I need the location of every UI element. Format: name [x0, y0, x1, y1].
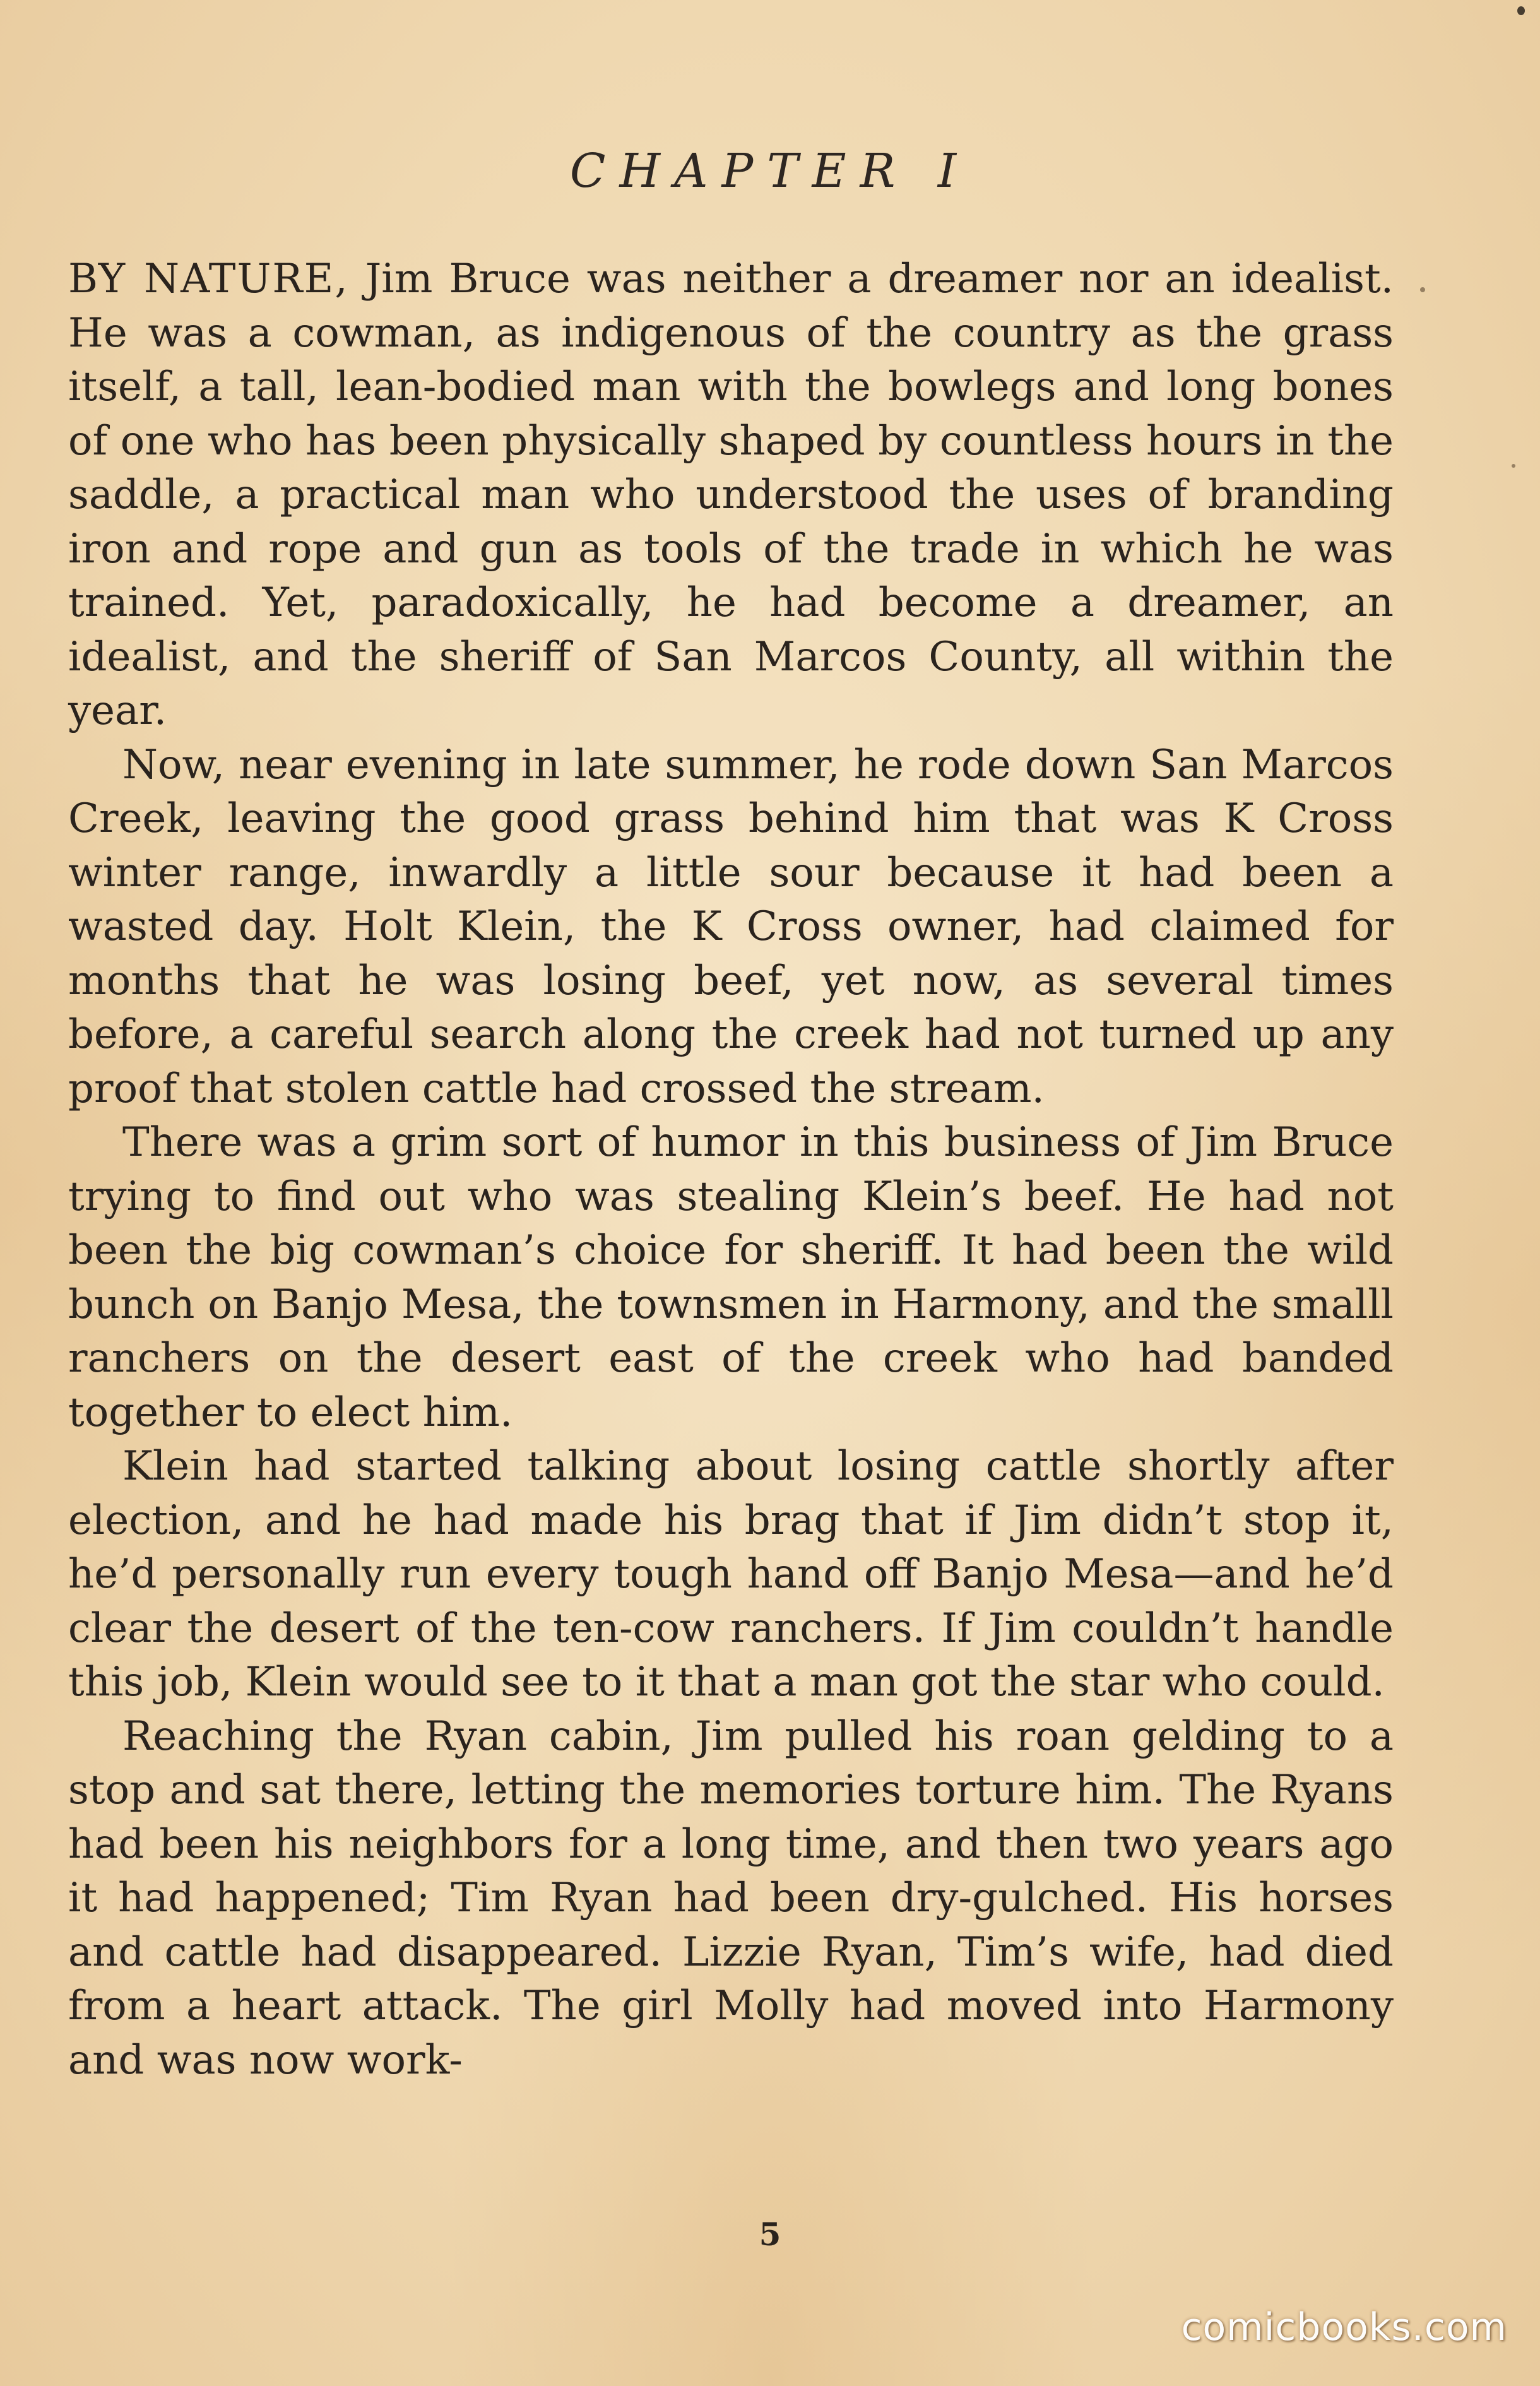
paragraph-1 — [68, 252, 1394, 739]
paragraph-lead-in: BY NATURE, — [68, 256, 349, 302]
page-number: 5 — [759, 2216, 781, 2253]
paper-speck — [1420, 287, 1425, 292]
paragraph-2: Now, near evening in late summer, he rode down San Marcos Creek, leaving the good grass behind him that was K Cross winter range, inwardly a little sour because it had been a wasted day. Holt Klein, the K Cross owner, had claimed for months that he was losing beef, yet now, as several times before, a careful search along the creek had not turned up any proof that stolen cattle had crossed the stream. — [68, 741, 1394, 1112]
paragraph-5: Reaching the Ryan cabin, Jim pulled his roan gelding to a stop and sat there, letting the memories torture him. The Ryans had been his neighbors for a long time, and then two years ago it had happened; Tim Ryan had been dry-gulched. His horses and cattle had disappeared. Lizzie Ryan, Tim’s wife, had died from a heart attack. The girl Molly had moved into Harmony and was now work- — [68, 1712, 1394, 2084]
paper-speck — [1512, 464, 1515, 468]
paragraph-3: There was a grim sort of humor in this business of Jim Bruce trying to find out who was stealing Klein’s beef. He had not been the big cowman’s choice for sheriff. It had been the wild bunch on Banjo Mesa, the townsmen in Harmony, and the smalll ranchers on the desert east of the creek who had banded together to elect him. — [68, 1119, 1394, 1436]
chapter-body — [68, 252, 1394, 2087]
paper-speck — [1517, 6, 1525, 15]
paragraph-1-text: Jim Bruce was neither a dreamer nor an idealist. He was a cowman, as indigenous of the country as the grass itself, a tall, lean-bodied man with the bowlegs and long bones of one who has been physically shaped by countless hours in the saddle, a practical man who understood the uses of branding iron and rope and gun as tools of the trade in which he was trained. Yet, paradoxically, he had become a dreamer, an idealist, and the sheriff of San Marcos County, all within the year. — [68, 256, 1394, 734]
paragraph-4: Klein had started talking about losing cattle shortly after election, and he had made his brag that if Jim didn’t stop it, he’d personally run every tough hand off Banjo Mesa—and he’d clear the desert of the ten-cow ranchers. If Jim couldn’t handle this job, Klein would see to it that a man got the star who could. — [68, 1443, 1394, 1706]
chapter-heading: CHAPTER I — [569, 144, 971, 198]
watermark-logo: comicbooks.com — [1181, 2305, 1507, 2349]
